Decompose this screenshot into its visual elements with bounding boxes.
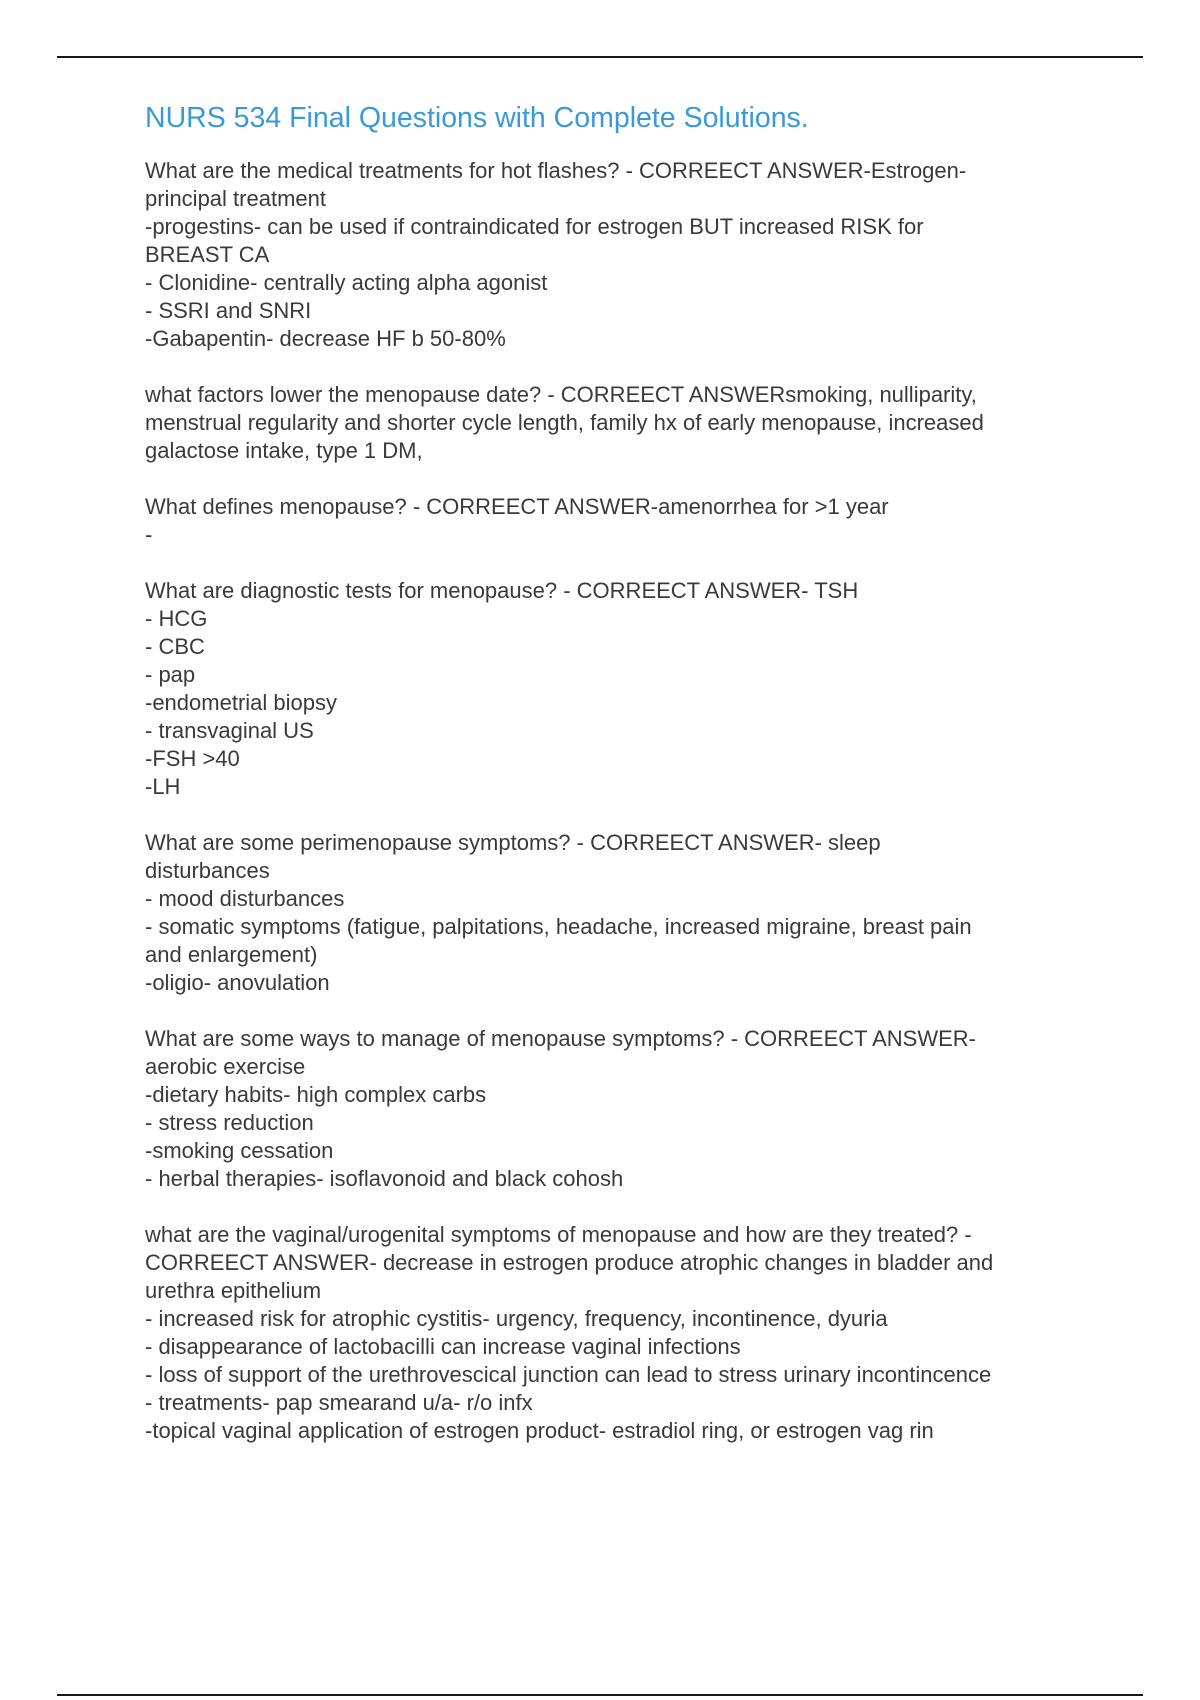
qa-line: - treatments- pap smearand u/a- r/o infx bbox=[145, 1390, 533, 1415]
qa-line: - stress reduction bbox=[145, 1110, 314, 1135]
qa-line: principal treatment bbox=[145, 186, 326, 211]
qa-block bbox=[145, 829, 1090, 997]
qa-line: - loss of support of the urethrovescical junction can lead to stress urinary incontincence bbox=[145, 1362, 992, 1387]
qa-line: -oligio- anovulation bbox=[145, 970, 330, 995]
qa-line: What defines menopause? - CORREECT ANSWER-amenorrhea for >1 year bbox=[145, 494, 889, 519]
top-rule bbox=[57, 56, 1143, 58]
qa-block bbox=[145, 157, 1090, 353]
qa-line: menstrual regularity and shorter cycle length, family hx of early menopause, increased bbox=[145, 410, 984, 435]
qa-line: - disappearance of lactobacilli can increase vaginal infections bbox=[145, 1334, 741, 1359]
qa-line: -FSH >40 bbox=[145, 746, 240, 771]
qa-line: what factors lower the menopause date? - CORREECT ANSWERsmoking, nulliparity, bbox=[145, 382, 977, 407]
qa-block bbox=[145, 577, 1090, 801]
bottom-rule bbox=[57, 1694, 1143, 1696]
qa-line: urethra epithelium bbox=[145, 1278, 322, 1303]
qa-line: -progestins- can be used if contraindicated for estrogen BUT increased RISK for bbox=[145, 214, 924, 239]
qa-line: CORREECT ANSWER- decrease in estrogen produce atrophic changes in bladder and bbox=[145, 1250, 994, 1275]
qa-line: -smoking cessation bbox=[145, 1138, 334, 1163]
qa-block bbox=[145, 1025, 1090, 1193]
document-page bbox=[145, 98, 1090, 1473]
document-title: NURS 534 Final Questions with Complete Solutions. bbox=[145, 102, 809, 134]
qa-line: What are some perimenopause symptoms? - CORREECT ANSWER- sleep bbox=[145, 830, 881, 855]
qa-block bbox=[145, 381, 1090, 465]
qa-line: - increased risk for atrophic cystitis- urgency, frequency, incontinence, dyuria bbox=[145, 1306, 888, 1331]
qa-line: -topical vaginal application of estrogen product- estradiol ring, or estrogen vag rin bbox=[145, 1418, 934, 1443]
qa-line: What are some ways to manage of menopause symptoms? - CORREECT ANSWER- bbox=[145, 1026, 976, 1051]
qa-line: -endometrial biopsy bbox=[145, 690, 337, 715]
qa-line: What are diagnostic tests for menopause? - CORREECT ANSWER- TSH bbox=[145, 578, 859, 603]
qa-line: what are the vaginal/urogenital symptoms of menopause and how are they treated? - bbox=[145, 1222, 972, 1247]
qa-line: -LH bbox=[145, 774, 181, 799]
qa-block bbox=[145, 493, 1090, 549]
qa-line: - HCG bbox=[145, 606, 208, 631]
qa-line: BREAST CA bbox=[145, 242, 270, 267]
qa-line: - herbal therapies- isoflavonoid and black cohosh bbox=[145, 1166, 624, 1191]
qa-line: - pap bbox=[145, 662, 196, 687]
qa-line: -Gabapentin- decrease HF b 50-80% bbox=[145, 326, 506, 351]
qa-line: What are the medical treatments for hot flashes? - CORREECT ANSWER-Estrogen- bbox=[145, 158, 967, 183]
qa-line: - Clonidine- centrally acting alpha agonist bbox=[145, 270, 548, 295]
qa-line: - mood disturbances bbox=[145, 886, 345, 911]
qa-line: galactose intake, type 1 DM, bbox=[145, 438, 423, 463]
qa-line: - bbox=[145, 522, 153, 547]
qa-line: - transvaginal US bbox=[145, 718, 314, 743]
qa-block bbox=[145, 1221, 1090, 1445]
qa-line: aerobic exercise bbox=[145, 1054, 306, 1079]
qa-line: and enlargement) bbox=[145, 942, 318, 967]
qa-line: - SSRI and SNRI bbox=[145, 298, 312, 323]
qa-line: disturbances bbox=[145, 858, 270, 883]
qa-line: -dietary habits- high complex carbs bbox=[145, 1082, 487, 1107]
qa-line: - CBC bbox=[145, 634, 205, 659]
qa-line: - somatic symptoms (fatigue, palpitations, headache, increased migraine, breast pain bbox=[145, 914, 972, 939]
qa-list bbox=[145, 157, 1090, 1445]
